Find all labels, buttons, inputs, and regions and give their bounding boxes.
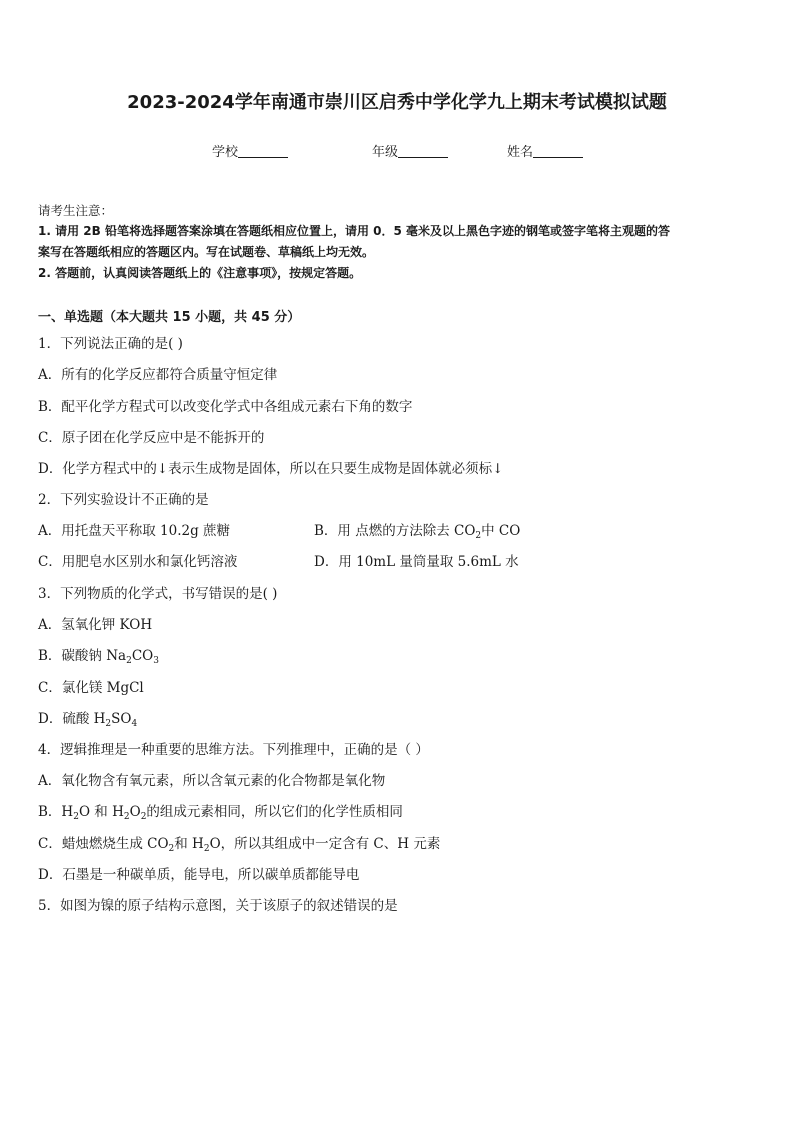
q4-c-subscript-1: 2 [168, 844, 175, 854]
q3-b-subscript-2: 3 [153, 656, 159, 666]
name-label: 姓名 [507, 145, 534, 160]
q4-option-a[interactable]: A．氧化物含有氧元素，所以含氧元素的化合物都是氧化物 [38, 773, 386, 789]
q4-c-text-3: O，所以其组成中一定含有 C、H 元素 [209, 836, 441, 852]
name-blank[interactable] [533, 143, 583, 158]
q3-b-text-2: CO [131, 648, 154, 664]
notice-heading: 请考生注意： [38, 203, 114, 218]
q4-b-subscript-3: 2 [140, 812, 147, 822]
q1-option-b[interactable]: B．配平化学方程式可以改变化学式中各组成元素右下角的数字 [38, 399, 413, 415]
q2-option-a[interactable]: A．用托盘天平称取 10.2g 蔗糖 [38, 523, 231, 539]
school-field[interactable] [212, 141, 288, 160]
q2-option-d[interactable]: D．用 10mL 量筒量取 5.6mL 水 [314, 554, 519, 570]
q4-b-subscript-2: 2 [123, 812, 130, 822]
q2-b-text-2: 中 CO [481, 523, 521, 539]
q4-b-text-3: O [129, 804, 141, 820]
q3-stem: 3．下列物质的化学式，书写错误的是( ) [38, 586, 278, 602]
q4-b-text-4: 的组成元素相同，所以它们的化学性质相同 [146, 804, 403, 820]
section-title: 一、单选题（本大题共 15 小题，共 45 分） [38, 310, 301, 325]
q1-option-d[interactable]: D．化学方程式中的↓表示生成物是固体，所以在只要生成物是固体就必须标↓ [38, 461, 504, 477]
q3-b-subscript-1: 2 [126, 656, 132, 666]
q3-d-subscript-2: 4 [131, 719, 138, 729]
q4-option-d[interactable]: D．石墨是一种碳单质，能导电，所以碳单质都能导电 [38, 867, 360, 883]
notice-item-1-line-2: 案写在答题纸相应的答题区内。写在试题卷、草稿纸上均无效。 [38, 245, 375, 259]
q2-option-c[interactable]: C．用肥皂水区别水和氯化钙溶液 [38, 554, 238, 570]
q3-b-text-1: B．碳酸钠 Na [38, 648, 127, 664]
school-blank[interactable] [238, 143, 288, 158]
q3-option-a[interactable]: A．氢氧化钾 KOH [38, 617, 153, 633]
q2-option-b[interactable] [314, 519, 520, 539]
q4-c-text-1: C．蜡烛燃烧生成 CO [38, 836, 169, 852]
grade-label: 年级 [372, 145, 399, 160]
school-label: 学校 [212, 145, 239, 160]
q4-stem: 4．逻辑推理是一种重要的思维方法。下列推理中，正确的是（ ） [38, 742, 429, 758]
name-field[interactable] [507, 141, 583, 160]
grade-field[interactable] [372, 141, 448, 160]
q4-b-text-1: B．H [38, 804, 74, 820]
q3-d-text-1: D．硫酸 H [38, 711, 106, 727]
student-info-row [0, 141, 794, 161]
q1-option-a[interactable]: A．所有的化学反应都符合质量守恒定律 [38, 367, 278, 383]
page-title: 2023-2024学年南通市崇川区启秀中学化学九上期末考试模拟试题 [127, 92, 667, 113]
q1-stem: 1．下列说法正确的是( ) [38, 336, 183, 352]
q2-stem: 2．下列实验设计不正确的是 [38, 492, 209, 508]
q4-c-subscript-2: 2 [203, 844, 210, 854]
q4-option-c[interactable] [38, 832, 440, 852]
q4-b-subscript-1: 2 [73, 812, 79, 822]
q3-option-b[interactable] [38, 644, 159, 664]
q3-d-subscript-1: 2 [105, 719, 112, 729]
q3-option-c[interactable]: C．氯化镁 MgCl [38, 680, 144, 696]
notice-item-1-line-1: 1. 请用 2B 铅笔将选择题答案涂填在答题纸相应位置上，请用 0．5 毫米及以上黑色字迹的钢笔或签字笔将主观题的答 [38, 224, 670, 238]
q4-b-text-2: O 和 H [78, 804, 124, 820]
q2-b-subscript: 2 [475, 531, 482, 541]
q3-d-text-2: SO [111, 711, 132, 727]
grade-blank[interactable] [398, 143, 448, 158]
q5-stem: 5．如图为镍的原子结构示意图，关于该原子的叙述错误的是 [38, 898, 398, 914]
q1-option-c[interactable]: C．原子团在化学反应中是不能拆开的 [38, 430, 265, 446]
q2-b-text-1: B．用 点燃的方法除去 CO [314, 523, 476, 539]
notice-block [38, 200, 760, 284]
q4-c-text-2: 和 H [174, 836, 204, 852]
q3-option-d[interactable] [38, 707, 137, 727]
q4-option-b[interactable] [38, 800, 403, 820]
notice-item-2: 2. 答题前，认真阅读答题纸上的《注意事项》，按规定答题。 [38, 266, 362, 280]
